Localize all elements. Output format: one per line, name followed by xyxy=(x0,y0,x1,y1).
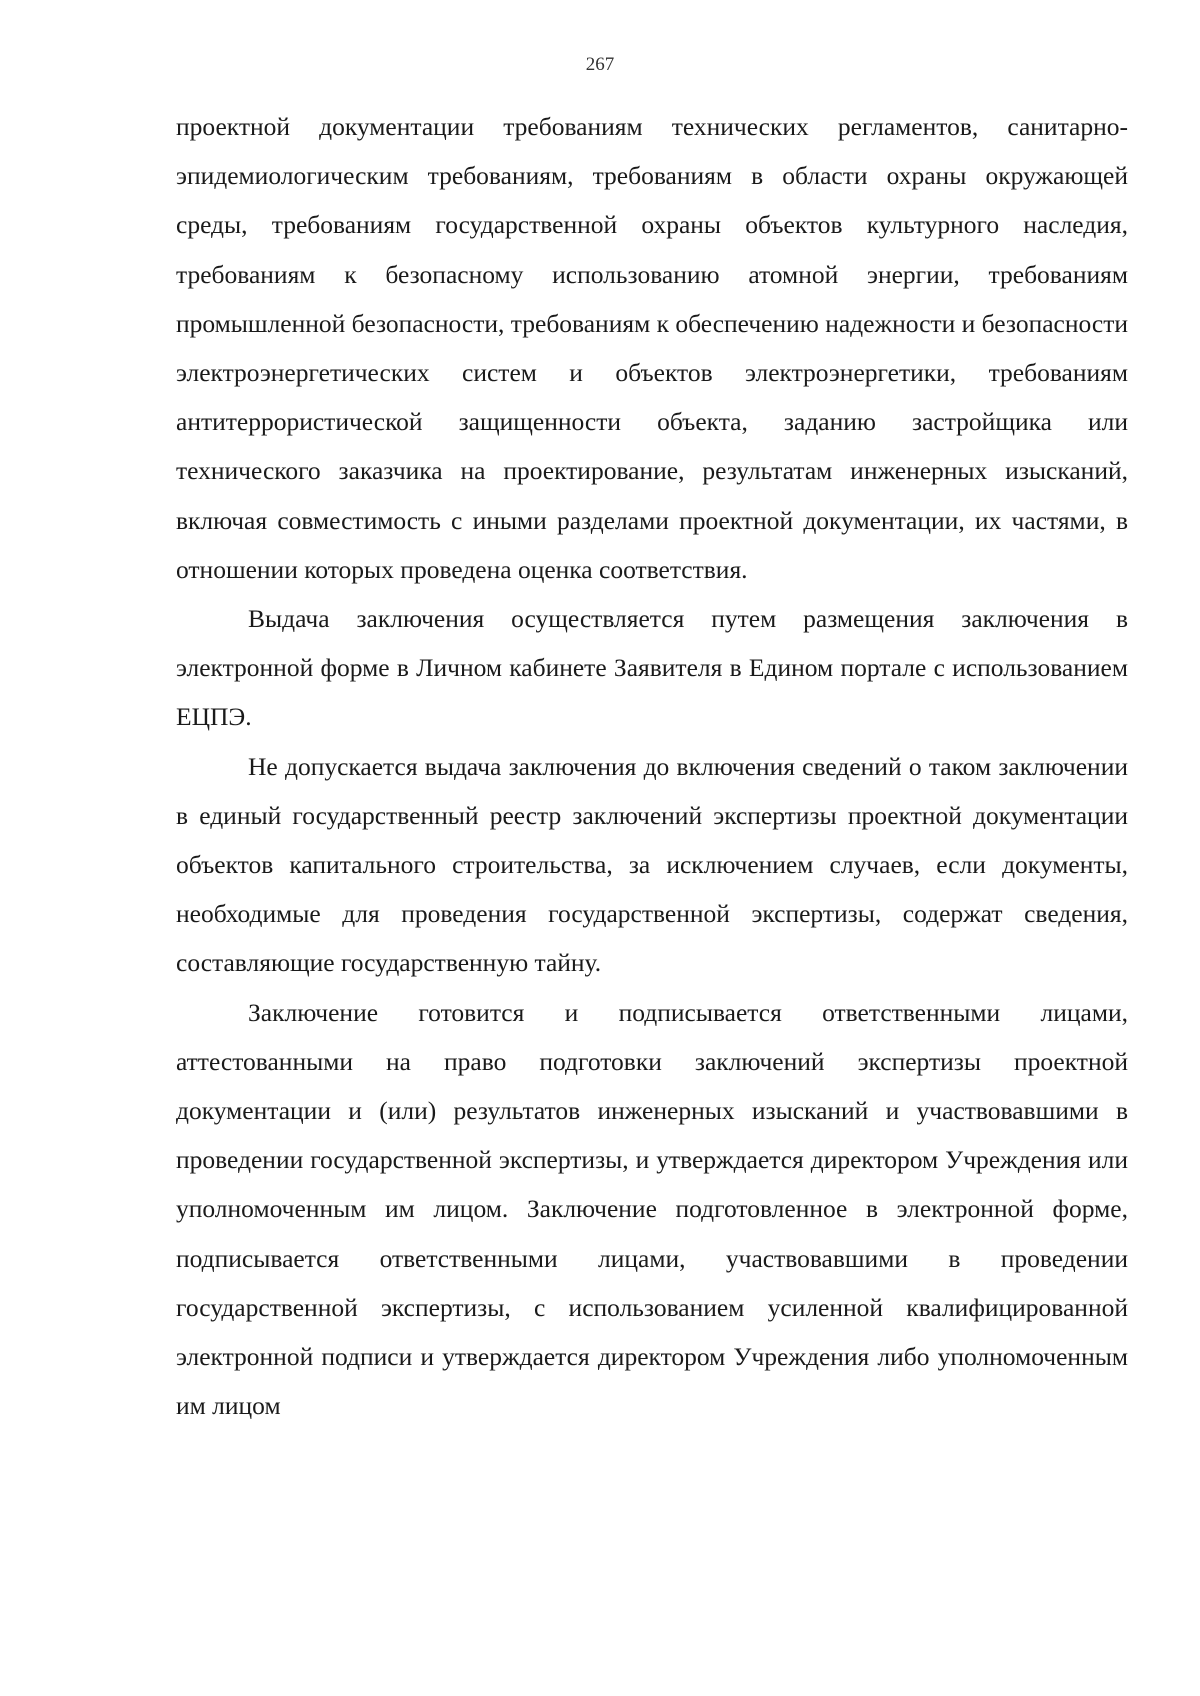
paragraph-1: проектной документации требованиям технических регламентов, санитарно-эпидемиологическим требованиям, требованиям в области охраны окружающей среды, требованиям государственной охраны объектов культурного наследия, требованиям к безопасному использованию атомной энергии, требованиям промышленной безопасности, требованиям к обеспечению надежности и безопасности электроэнергетических систем и объектов электроэнергетики, требованиям антитеррористической защищенности объекта, заданию застройщика или технического заказчика на проектирование, результатам инженерных изысканий, включая совместимость с иными разделами проектной документации, их частями, в отношении которых проведена оценка соответствия. xyxy=(176,112,1128,584)
paragraph-4: Заключение готовится и подписывается ответственными лицами, аттестованными на право подготовки заключений экспертизы проектной документации и (или) результатов инженерных изысканий и участвовавшими в проведении государственной экспертизы, и утверждается директором Учреждения или уполномоченным им лицом. Заключение подготовленное в электронной форме, подписывается ответственными лицами, участвовавшими в проведении государственной экспертизы, с использованием усиленной квалифицированной электронной подписи и утверждается директором Учреждения либо уполномоченным им лицом xyxy=(176,997,1128,1421)
page-number: 267 xyxy=(585,54,615,75)
paragraph-3: Не допускается выдача заключения до включения сведений о таком заключении в единый государственный реестр заключений экспертизы проектной документации объектов капитального строительства, за исключением случаев, если документы, необходимые для проведения государственной экспертизы, содержат сведения, составляющие государственную тайну. xyxy=(176,751,1128,978)
paragraph-2: Выдача заключения осуществляется путем размещения заключения в электронной форме в Личном кабинете Заявителя в Едином портале с использованием ЕЦПЭ. xyxy=(176,604,1128,732)
body-text xyxy=(176,102,1128,1430)
